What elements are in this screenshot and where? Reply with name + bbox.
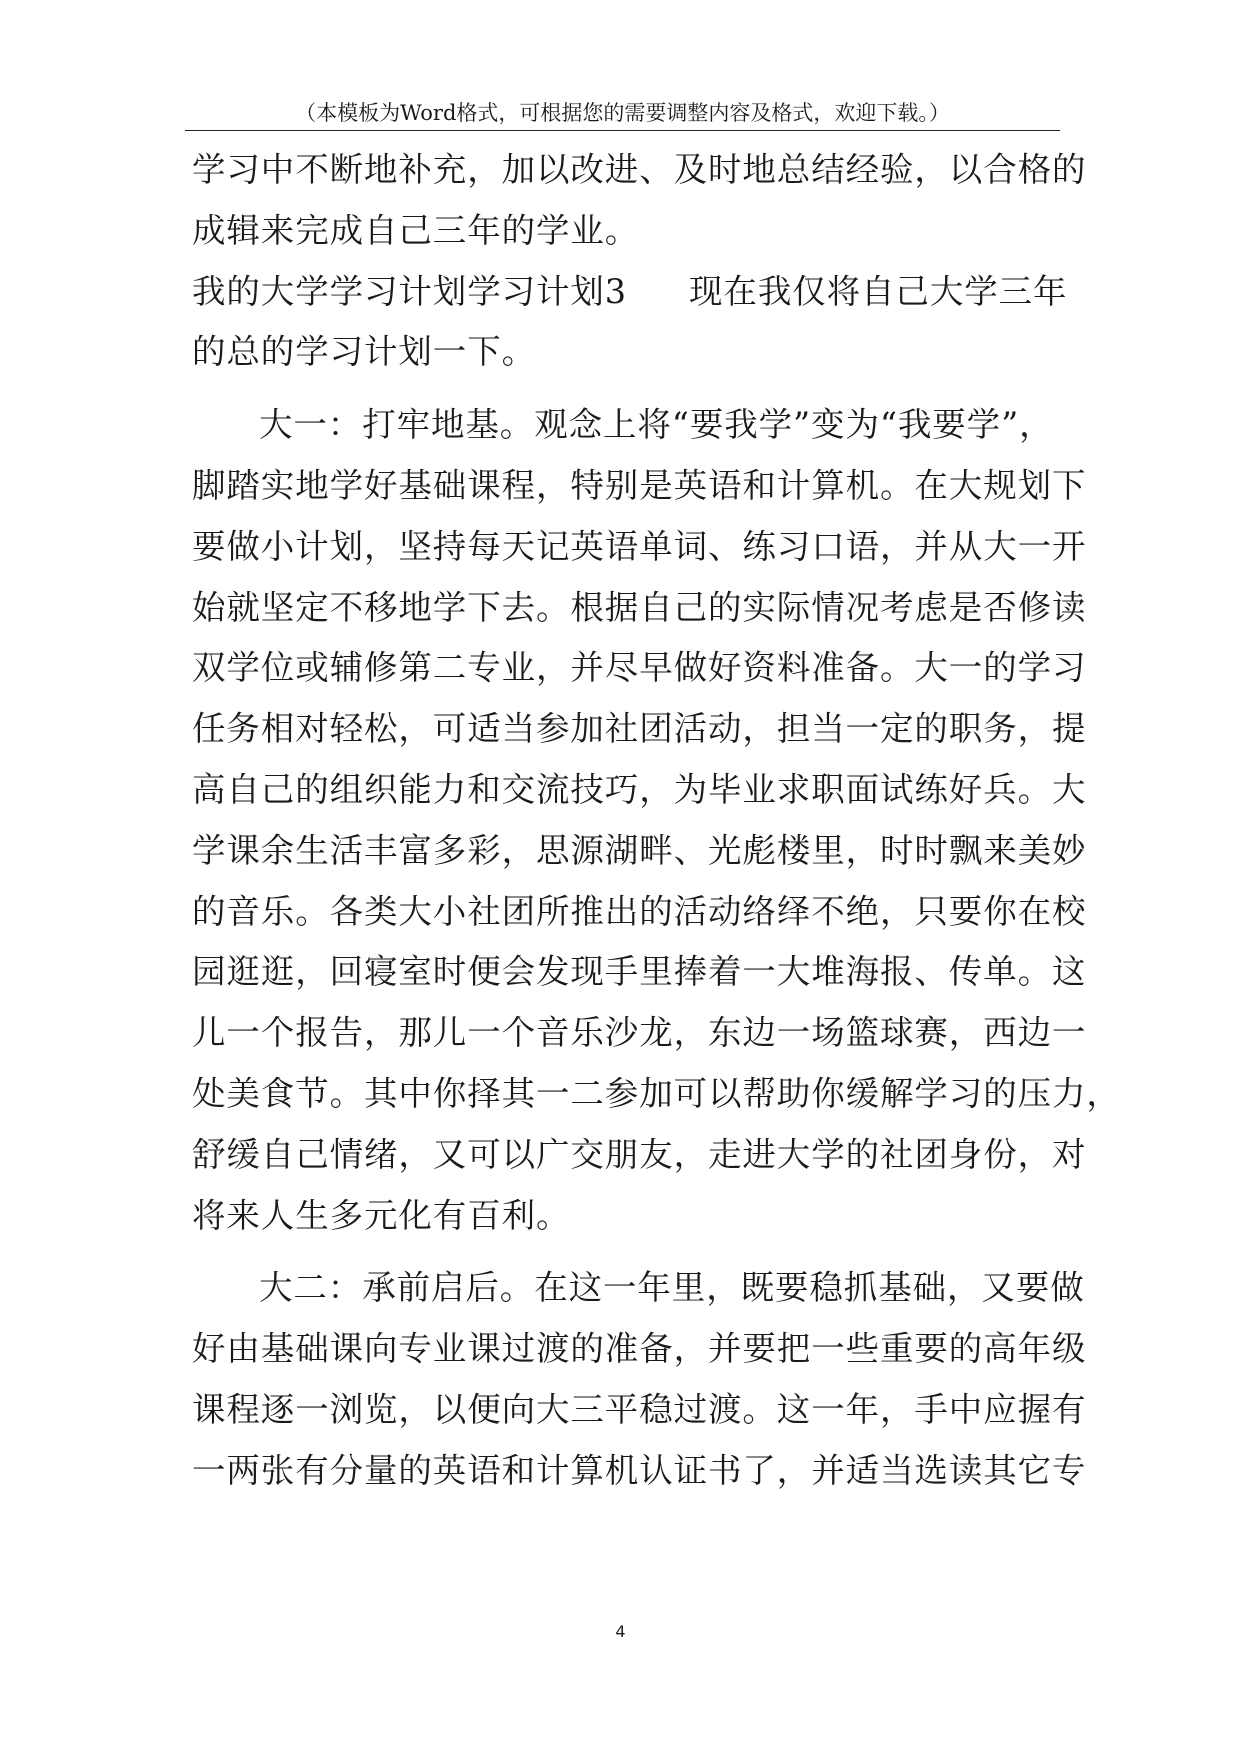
text-line: 将来人生多元化有百利。 [192, 1195, 571, 1235]
text-line: 好由基础课向专业课过渡的准备，并要把一些重要的高年级 [192, 1329, 1087, 1369]
text-line: 园逛逛，回寝室时便会发现手里捧着一大堆海报、传单。这 [192, 952, 1087, 992]
text-line: 始就坚定不移地学下去。根据自己的实际情况考虑是否修读 [192, 587, 1087, 627]
text-line: 双学位或辅修第二专业，并尽早做好资料准备。大一的学习 [192, 648, 1087, 688]
text-line: 的总的学习计划一下。 [192, 332, 536, 372]
section-heading-lead: 现在我仅将自己大学三年 [689, 271, 1068, 311]
header-divider [185, 130, 1060, 131]
text-line: 儿一个报告，那儿一个音乐沙龙，东边一场篮球赛，西边一 [192, 1013, 1087, 1053]
text-line: 的音乐。各类大小社团所推出的活动络绎不绝，只要你在校 [192, 891, 1087, 931]
text-line: 一两张有分量的英语和计算机认证书了，并适当选读其它专 [192, 1450, 1087, 1490]
text-line: 学课余生活丰富多彩，思源湖畔、光彪楼里，时时飘来美妙 [192, 830, 1087, 870]
text-line: 处美食节。其中你择其一二参加可以帮助你缓解学习的压力， [192, 1073, 1121, 1113]
section-heading [192, 262, 1068, 323]
section-heading-title: 我的大学学习计划学习计划3 [192, 271, 628, 311]
text-line: 课程逐一浏览，以便向大三平稳过渡。这一年，手中应握有 [192, 1389, 1087, 1429]
text-line: 学习中不断地补充，加以改进、及时地总结经验，以合格的 [192, 150, 1087, 189]
body-text [192, 140, 1121, 1502]
paragraph-spacer [192, 383, 1052, 395]
paragraph-first-line: 大一：打牢地基。观念上将“要我学”变为“我要学”， [259, 405, 1054, 445]
text-line: 要做小计划，坚持每天记英语单词、练习口语，并从大一开 [192, 526, 1087, 566]
text-line: 脚踏实地学好基础课程，特别是英语和计算机。在大规划下 [192, 465, 1087, 505]
paragraph-spacer [192, 1246, 1052, 1258]
page-number: 4 [615, 1622, 626, 1641]
header-note: （本模板为Word格式，可根据您的需要调整内容及格式，欢迎下载。） [295, 101, 950, 125]
text-line: 高自己的组织能力和交流技巧，为毕业求职面试练好兵。大 [192, 769, 1087, 809]
text-line: 成辑来完成自己三年的学业。 [192, 210, 640, 250]
text-line: 任务相对轻松，可适当参加社团活动，担当一定的职务，提 [192, 709, 1087, 749]
text-line: 舒缓自己情绪，又可以广交朋友，走进大学的社团身份，对 [192, 1134, 1087, 1174]
paragraph-first-line: 大二：承前启后。在这一年里，既要稳抓基础，又要做 [259, 1268, 1085, 1308]
